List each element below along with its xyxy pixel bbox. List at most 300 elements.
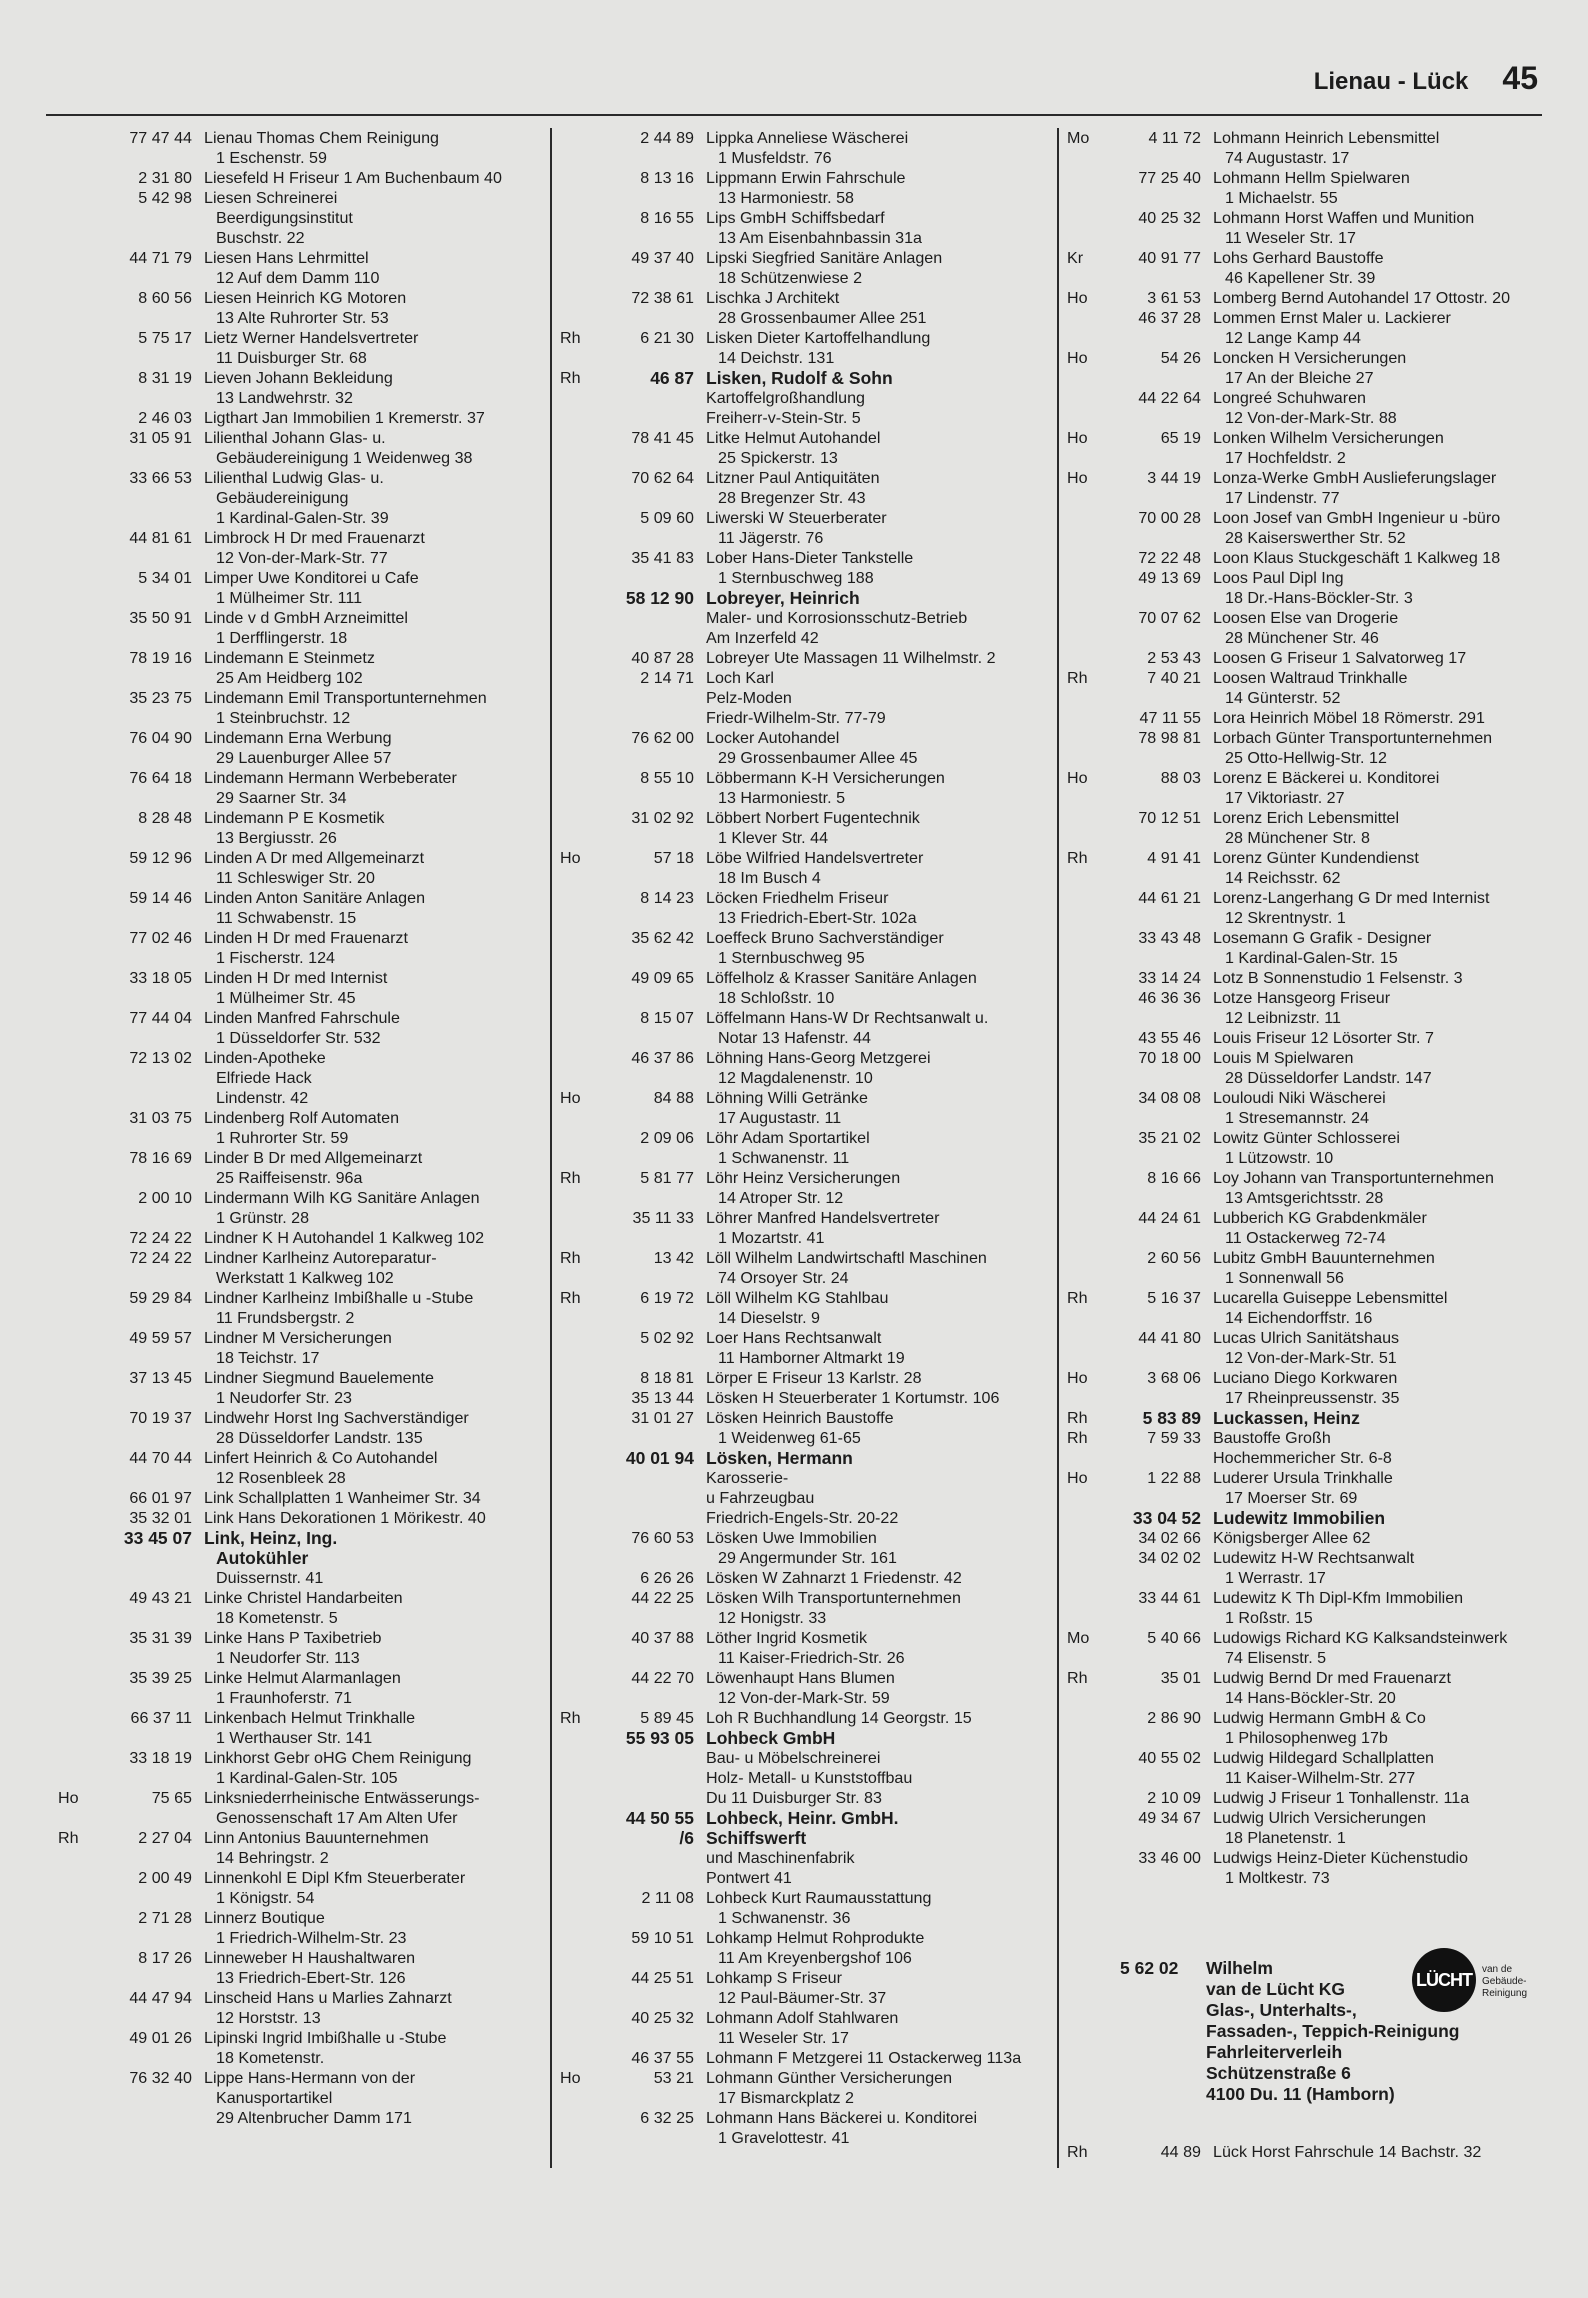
directory-line xyxy=(552,228,1050,248)
entry-text: Litke Helmut Autohandel xyxy=(706,429,881,447)
region-code xyxy=(552,1848,598,1868)
entry-text: Linnenkohl E Dipl Kfm Steuerberater xyxy=(204,1869,466,1887)
phone-number xyxy=(598,448,706,468)
phone-number: 44 22 64 xyxy=(1138,389,1201,407)
phone-number: 2 09 06 xyxy=(640,1129,694,1147)
entry-text: 1 Mülheimer Str. 111 xyxy=(216,589,363,607)
entry-text: Lucas Ulrich Sanitätshaus xyxy=(1213,1329,1400,1347)
phone-number xyxy=(96,1968,204,1988)
phone-number xyxy=(96,488,204,508)
region-code xyxy=(50,568,96,588)
advertisement-van-de-luecht xyxy=(1060,1948,1560,2108)
phone-number xyxy=(598,2088,706,2108)
region-code: Kr xyxy=(1067,249,1084,267)
directory-line xyxy=(1059,1528,1557,1548)
phone-number: 5 40 66 xyxy=(1147,1629,1201,1647)
region-code xyxy=(50,728,96,748)
directory-line xyxy=(1059,508,1557,528)
phone-number: 2 11 08 xyxy=(641,1889,694,1907)
region-code xyxy=(1059,948,1105,968)
phone-number: 49 01 26 xyxy=(129,2029,192,2047)
phone-number xyxy=(1105,1108,1213,1128)
phone-number xyxy=(1105,368,1213,388)
entry-text: 29 Angermunder Str. 161 xyxy=(718,1549,897,1567)
region-code: Rh xyxy=(1067,1429,1088,1447)
phone-number: 6 32 25 xyxy=(640,2109,694,2127)
directory-line xyxy=(1059,1828,1557,1848)
directory-line xyxy=(50,1888,548,1908)
phone-number xyxy=(96,1728,204,1748)
phone-number xyxy=(1105,1348,1213,1368)
region-code xyxy=(50,528,96,548)
phone-number xyxy=(96,228,204,248)
directory-line xyxy=(552,448,1050,468)
phone-number: 76 04 90 xyxy=(129,729,192,747)
region-code xyxy=(50,148,96,168)
entry-text: Ludwig J Friseur 1 Tonhallenstr. 11a xyxy=(1213,1789,1470,1807)
region-code xyxy=(552,1268,598,1288)
region-code xyxy=(50,248,96,268)
directory-line xyxy=(1059,648,1557,668)
region-code xyxy=(552,1388,598,1408)
directory-line xyxy=(552,1408,1050,1428)
directory-line xyxy=(552,1808,1050,1828)
entry-text: Linfert Heinrich & Co Autohandel xyxy=(204,1449,438,1467)
phone-number xyxy=(1105,688,1213,708)
region-code xyxy=(552,1608,598,1628)
directory-line xyxy=(1059,468,1557,488)
entry-text: Königsberger Allee 62 xyxy=(1213,1529,1371,1547)
phone-number xyxy=(1105,1228,1213,1248)
entry-text: Löbbert Norbert Fugentechnik xyxy=(706,809,920,827)
phone-number xyxy=(598,1188,706,1208)
directory-line xyxy=(50,1848,548,1868)
directory-line xyxy=(552,2108,1050,2128)
region-code xyxy=(552,1028,598,1048)
phone-number: 8 60 56 xyxy=(138,289,192,307)
ad-text-line: Glas-, Unterhalts-, xyxy=(1206,2000,1357,2020)
entry-text: Kanusportartikel xyxy=(216,2089,333,2107)
directory-line xyxy=(50,428,548,448)
phone-number xyxy=(598,788,706,808)
region-code xyxy=(1059,1228,1105,1248)
entry-text: Limper Uwe Konditorei u Cafe xyxy=(204,569,419,587)
phone-number: 72 24 22 xyxy=(129,1249,192,1267)
entry-text: 11 Weseler Str. 17 xyxy=(1225,229,1356,247)
region-code xyxy=(50,1348,96,1368)
directory-line xyxy=(552,848,1050,868)
region-code xyxy=(552,1308,598,1328)
region-code xyxy=(552,1108,598,1128)
running-title: Lienau - Lück xyxy=(1313,68,1469,95)
region-code xyxy=(552,1808,598,1828)
directory-line xyxy=(1059,1548,1557,1568)
directory-line xyxy=(552,1448,1050,1468)
directory-line xyxy=(1059,968,1557,988)
entry-text: 1 Schwanenstr. 36 xyxy=(718,1909,851,1927)
phone-number: 49 43 21 xyxy=(129,1589,192,1607)
region-code xyxy=(552,688,598,708)
region-code xyxy=(50,768,96,788)
region-code xyxy=(552,888,598,908)
entry-text: 17 Bismarckplatz 2 xyxy=(718,2089,854,2107)
region-code xyxy=(552,1628,598,1648)
phone-number: 84 88 xyxy=(653,1089,694,1107)
region-code xyxy=(50,1568,96,1588)
entry-text: u Fahrzeugbau xyxy=(706,1489,815,1507)
entry-text: Lindemann P E Kosmetik xyxy=(204,809,385,827)
directory-line xyxy=(50,1388,548,1408)
entry-text: Lörper E Friseur 13 Karlstr. 28 xyxy=(706,1369,922,1387)
region-code xyxy=(1059,1548,1105,1568)
region-code xyxy=(552,2028,598,2048)
page-number: 45 xyxy=(1502,60,1538,96)
region-code xyxy=(1059,1828,1105,1848)
entry-text: Linksniederrheinische Entwässerungs- xyxy=(204,1789,480,1807)
region-code xyxy=(552,1928,598,1948)
entry-text: 13 Alte Ruhrorter Str. 53 xyxy=(216,309,389,327)
phone-number xyxy=(598,1688,706,1708)
directory-line xyxy=(552,1748,1050,1768)
directory-line xyxy=(1059,1608,1557,1628)
phone-number: 70 62 64 xyxy=(631,469,694,487)
region-code xyxy=(1059,648,1105,668)
directory-line xyxy=(50,788,548,808)
entry-text: Lippka Anneliese Wäscherei xyxy=(706,129,909,147)
phone-number xyxy=(96,2108,204,2128)
directory-line xyxy=(50,1468,548,1488)
region-code xyxy=(50,1528,96,1548)
region-code xyxy=(1059,528,1105,548)
phone-number xyxy=(96,1428,204,1448)
phone-number xyxy=(598,388,706,408)
region-code xyxy=(1059,788,1105,808)
phone-number xyxy=(1105,228,1213,248)
directory-line xyxy=(1059,128,1557,148)
entry-text: 1 Kardinal-Galen-Str. 39 xyxy=(216,509,389,527)
region-code: Rh xyxy=(560,369,581,387)
logo-caption-line: Gebäude- xyxy=(1482,1976,1527,1987)
phone-number: 49 13 69 xyxy=(1138,569,1201,587)
region-code xyxy=(552,1408,598,1428)
directory-line xyxy=(50,968,548,988)
phone-number: 8 16 55 xyxy=(640,209,694,227)
region-code xyxy=(1059,1008,1105,1028)
entry-text: 28 Münchener Str. 46 xyxy=(1225,629,1379,647)
phone-number xyxy=(1105,1568,1213,1588)
phone-number: 33 44 61 xyxy=(1138,1589,1201,1607)
entry-text: Lösken Uwe Immobilien xyxy=(706,1529,877,1547)
directory-line xyxy=(50,1068,548,1088)
entry-text: 1 Kardinal-Galen-Str. 15 xyxy=(1225,949,1398,967)
region-code xyxy=(50,1908,96,1928)
entry-text: 14 Atroper Str. 12 xyxy=(718,1189,844,1207)
region-code xyxy=(50,1928,96,1948)
region-code: Rh xyxy=(560,1709,581,1727)
entry-text: 11 Ostackerweg 72-74 xyxy=(1225,1229,1386,1247)
phone-number xyxy=(598,1748,706,1768)
region-code xyxy=(50,1188,96,1208)
region-code xyxy=(552,908,598,928)
phone-number: 31 02 92 xyxy=(631,809,694,827)
entry-text: Schiffswerft xyxy=(706,1828,807,1848)
region-code: Ho xyxy=(1067,349,1088,367)
phone-number: 35 01 xyxy=(1160,1669,1201,1687)
phone-number: 3 61 53 xyxy=(1147,289,1201,307)
directory-line xyxy=(1059,1588,1557,1608)
region-code xyxy=(50,648,96,668)
region-code xyxy=(50,1008,96,1028)
region-code xyxy=(552,808,598,828)
phone-number: 35 50 91 xyxy=(129,609,192,627)
region-code xyxy=(50,908,96,928)
entry-text: Loeffeck Bruno Sachverständiger xyxy=(706,929,944,947)
directory-line xyxy=(552,1948,1050,1968)
region-code xyxy=(552,408,598,428)
entry-text: Ludewitz K Th Dipl-Kfm Immobilien xyxy=(1213,1589,1464,1607)
region-code xyxy=(552,628,598,648)
region-code xyxy=(1059,1688,1105,1708)
entry-text: Lomberg Bernd Autohandel 17 Ottostr. 20 xyxy=(1213,289,1511,307)
entry-text: Lindner Siegmund Bauelemente xyxy=(204,1369,434,1387)
region-code xyxy=(1059,1108,1105,1128)
directory-line xyxy=(50,448,548,468)
region-code xyxy=(552,728,598,748)
phone-number: 35 32 01 xyxy=(129,1509,192,1527)
region-code xyxy=(50,2108,96,2128)
directory-line xyxy=(50,2028,548,2048)
phone-number: 44 24 61 xyxy=(1138,1209,1201,1227)
directory-line xyxy=(1059,408,1557,428)
phone-number: 5 16 37 xyxy=(1147,1289,1201,1307)
entry-text: 17 Moerser Str. 69 xyxy=(1225,1489,1358,1507)
phone-number: 70 19 37 xyxy=(129,1409,192,1427)
phone-number xyxy=(96,588,204,608)
phone-number xyxy=(598,1948,706,1968)
directory-line xyxy=(552,2028,1050,2048)
region-code xyxy=(552,1068,598,1088)
entry-text: Losemann G Grafik - Designer xyxy=(1213,929,1432,947)
region-code xyxy=(1059,1448,1105,1468)
entry-text: Lippmann Erwin Fahrschule xyxy=(706,169,906,187)
region-code xyxy=(50,928,96,948)
phone-number xyxy=(1105,488,1213,508)
entry-text: Du 11 Duisburger Str. 83 xyxy=(706,1789,882,1807)
region-code xyxy=(50,268,96,288)
region-code xyxy=(1059,548,1105,568)
entry-text: 1 Düsseldorfer Str. 532 xyxy=(216,1029,381,1047)
phone-number xyxy=(1105,788,1213,808)
phone-number: 72 22 48 xyxy=(1138,549,1201,567)
region-code xyxy=(552,348,598,368)
region-code: Rh xyxy=(1067,1409,1088,1427)
phone-number: 3 44 19 xyxy=(1147,469,1201,487)
phone-number xyxy=(96,208,204,228)
phone-number: 44 47 94 xyxy=(129,1989,192,2007)
directory-line xyxy=(552,968,1050,988)
directory-line xyxy=(552,1168,1050,1188)
directory-line xyxy=(50,1588,548,1608)
region-code xyxy=(50,1848,96,1868)
entry-text: 1 Sonnenwall 56 xyxy=(1225,1269,1345,1287)
region-code xyxy=(1059,228,1105,248)
phone-number: 31 03 75 xyxy=(129,1109,192,1127)
region-code xyxy=(50,748,96,768)
phone-number xyxy=(598,1788,706,1808)
entry-text: Löhr Adam Sportartikel xyxy=(706,1129,870,1147)
directory-line xyxy=(552,188,1050,208)
entry-text: Lindner Karlheinz Autoreparatur- xyxy=(204,1249,437,1267)
logo-caption-line: Reinigung xyxy=(1482,1988,1528,1999)
entry-text: Loosen Waltraud Trinkhalle xyxy=(1213,669,1408,687)
phone-number xyxy=(96,1088,204,1108)
region-code xyxy=(1059,1028,1105,1048)
phone-number xyxy=(598,308,706,328)
directory-line xyxy=(50,608,548,628)
entry-text: 18 Kometenstr. 5 xyxy=(216,1609,338,1627)
phone-number xyxy=(598,188,706,208)
entry-text: Friedr-Wilhelm-Str. 77-79 xyxy=(706,709,886,727)
entry-text: 1 Michaelstr. 55 xyxy=(1225,189,1338,207)
region-code xyxy=(50,1088,96,1108)
phone-number xyxy=(96,1848,204,1868)
entry-text: 14 Dieselstr. 9 xyxy=(718,1309,820,1327)
directory-line xyxy=(50,1148,548,1168)
region-code xyxy=(552,508,598,528)
directory-line xyxy=(552,708,1050,728)
phone-number: 7 40 21 xyxy=(1147,669,1201,687)
entry-text: 1 Eschenstr. 59 xyxy=(216,149,327,167)
directory-line xyxy=(552,388,1050,408)
phone-number: 37 13 45 xyxy=(129,1369,192,1387)
directory-line xyxy=(552,1388,1050,1408)
phone-number: 2 46 03 xyxy=(138,409,192,427)
directory-line xyxy=(1059,248,1557,268)
phone-number xyxy=(598,1148,706,1168)
region-code xyxy=(552,428,598,448)
region-code xyxy=(552,1048,598,1068)
directory-line xyxy=(50,2108,548,2128)
phone-number xyxy=(96,988,204,1008)
entry-text: Baustoffe Großh xyxy=(1213,1429,1331,1447)
region-code xyxy=(50,2068,96,2088)
entry-text: 1 Roßstr. 15 xyxy=(1225,1609,1313,1627)
phone-number xyxy=(598,608,706,628)
directory-line xyxy=(1059,1388,1557,1408)
phone-number xyxy=(1105,1488,1213,1508)
directory-line xyxy=(50,1948,548,1968)
region-code xyxy=(552,488,598,508)
phone-number: 33 45 07 xyxy=(123,1528,192,1548)
phone-number: 6 26 26 xyxy=(640,1569,694,1587)
directory-line xyxy=(1059,728,1557,748)
directory-line xyxy=(1059,628,1557,648)
phone-number xyxy=(1105,828,1213,848)
region-code xyxy=(1059,808,1105,828)
entry-text: Linden H Dr med Frauenarzt xyxy=(204,929,408,947)
directory-line xyxy=(50,1608,548,1628)
directory-line xyxy=(1059,328,1557,348)
phone-number: 31 05 91 xyxy=(129,429,192,447)
directory-line xyxy=(50,1308,548,1328)
phone-number: 2 86 90 xyxy=(1147,1709,1201,1727)
directory-line xyxy=(552,1048,1050,1068)
region-code xyxy=(50,1588,96,1608)
entry-text: 17 Augustastr. 11 xyxy=(718,1109,842,1127)
phone-number: 58 12 90 xyxy=(625,588,694,608)
region-code xyxy=(1059,1508,1105,1528)
directory-line xyxy=(1059,368,1557,388)
phone-number: 44 50 55 xyxy=(625,1808,694,1828)
phone-number: 44 89 xyxy=(1160,2143,1201,2161)
directory-line xyxy=(1059,1288,1557,1308)
phone-number: 2 27 04 xyxy=(138,1829,192,1847)
phone-number xyxy=(96,148,204,168)
entry-text: Linden-Apotheke xyxy=(204,1049,326,1067)
region-code xyxy=(1059,188,1105,208)
phone-number: 2 10 09 xyxy=(1147,1789,1201,1807)
directory-line xyxy=(552,588,1050,608)
directory-line xyxy=(50,888,548,908)
phone-number xyxy=(96,548,204,568)
directory-line xyxy=(1059,1248,1557,1268)
directory-line xyxy=(1059,1028,1557,1048)
directory-line xyxy=(50,1488,548,1508)
region-code xyxy=(1059,1128,1105,1148)
directory-line xyxy=(1059,1728,1557,1748)
phone-number: 49 37 40 xyxy=(631,249,694,267)
entry-text: 25 Otto-Hellwig-Str. 12 xyxy=(1225,749,1387,767)
region-code xyxy=(50,308,96,328)
directory-line xyxy=(1059,228,1557,248)
company-logo xyxy=(1412,1948,1476,2012)
directory-line xyxy=(552,628,1050,648)
ad-text-line: Wilhelm xyxy=(1206,1958,1273,1978)
region-code xyxy=(1059,1708,1105,1728)
entry-text: 25 Spickerstr. 13 xyxy=(718,449,838,467)
region-code: Ho xyxy=(560,2069,581,2087)
phone-number xyxy=(598,1028,706,1048)
region-code xyxy=(50,1388,96,1408)
phone-number: 46 37 55 xyxy=(631,2049,694,2067)
region-code xyxy=(552,128,598,148)
phone-number: 44 70 44 xyxy=(129,1449,192,1467)
phone-number xyxy=(1105,1008,1213,1028)
phone-number: 2 14 71 xyxy=(640,669,694,687)
phone-number xyxy=(1105,1308,1213,1328)
region-code xyxy=(552,2008,598,2028)
directory-line xyxy=(50,248,548,268)
region-code xyxy=(552,1328,598,1348)
entry-text: Ligthart Jan Immobilien 1 Kremerstr. 37 xyxy=(204,409,485,427)
entry-text: Ludwig Hildegard Schallplatten xyxy=(1213,1749,1434,1767)
region-code xyxy=(552,1488,598,1508)
directory-line xyxy=(50,548,548,568)
region-code xyxy=(552,268,598,288)
region-code xyxy=(50,968,96,988)
directory-line xyxy=(50,1768,548,1788)
directory-line xyxy=(1059,768,1557,788)
region-code xyxy=(1059,1768,1105,1788)
directory-line xyxy=(1059,788,1557,808)
region-code xyxy=(50,1708,96,1728)
entry-text: 1 Friedrich-Wilhelm-Str. 23 xyxy=(216,1929,407,1947)
region-code xyxy=(552,968,598,988)
logo-caption-small: van de xyxy=(1482,1964,1513,1975)
region-code xyxy=(1059,908,1105,928)
phone-number: 40 01 94 xyxy=(625,1448,694,1468)
entry-text: 14 Hans-Böckler-Str. 20 xyxy=(1225,1689,1396,1707)
